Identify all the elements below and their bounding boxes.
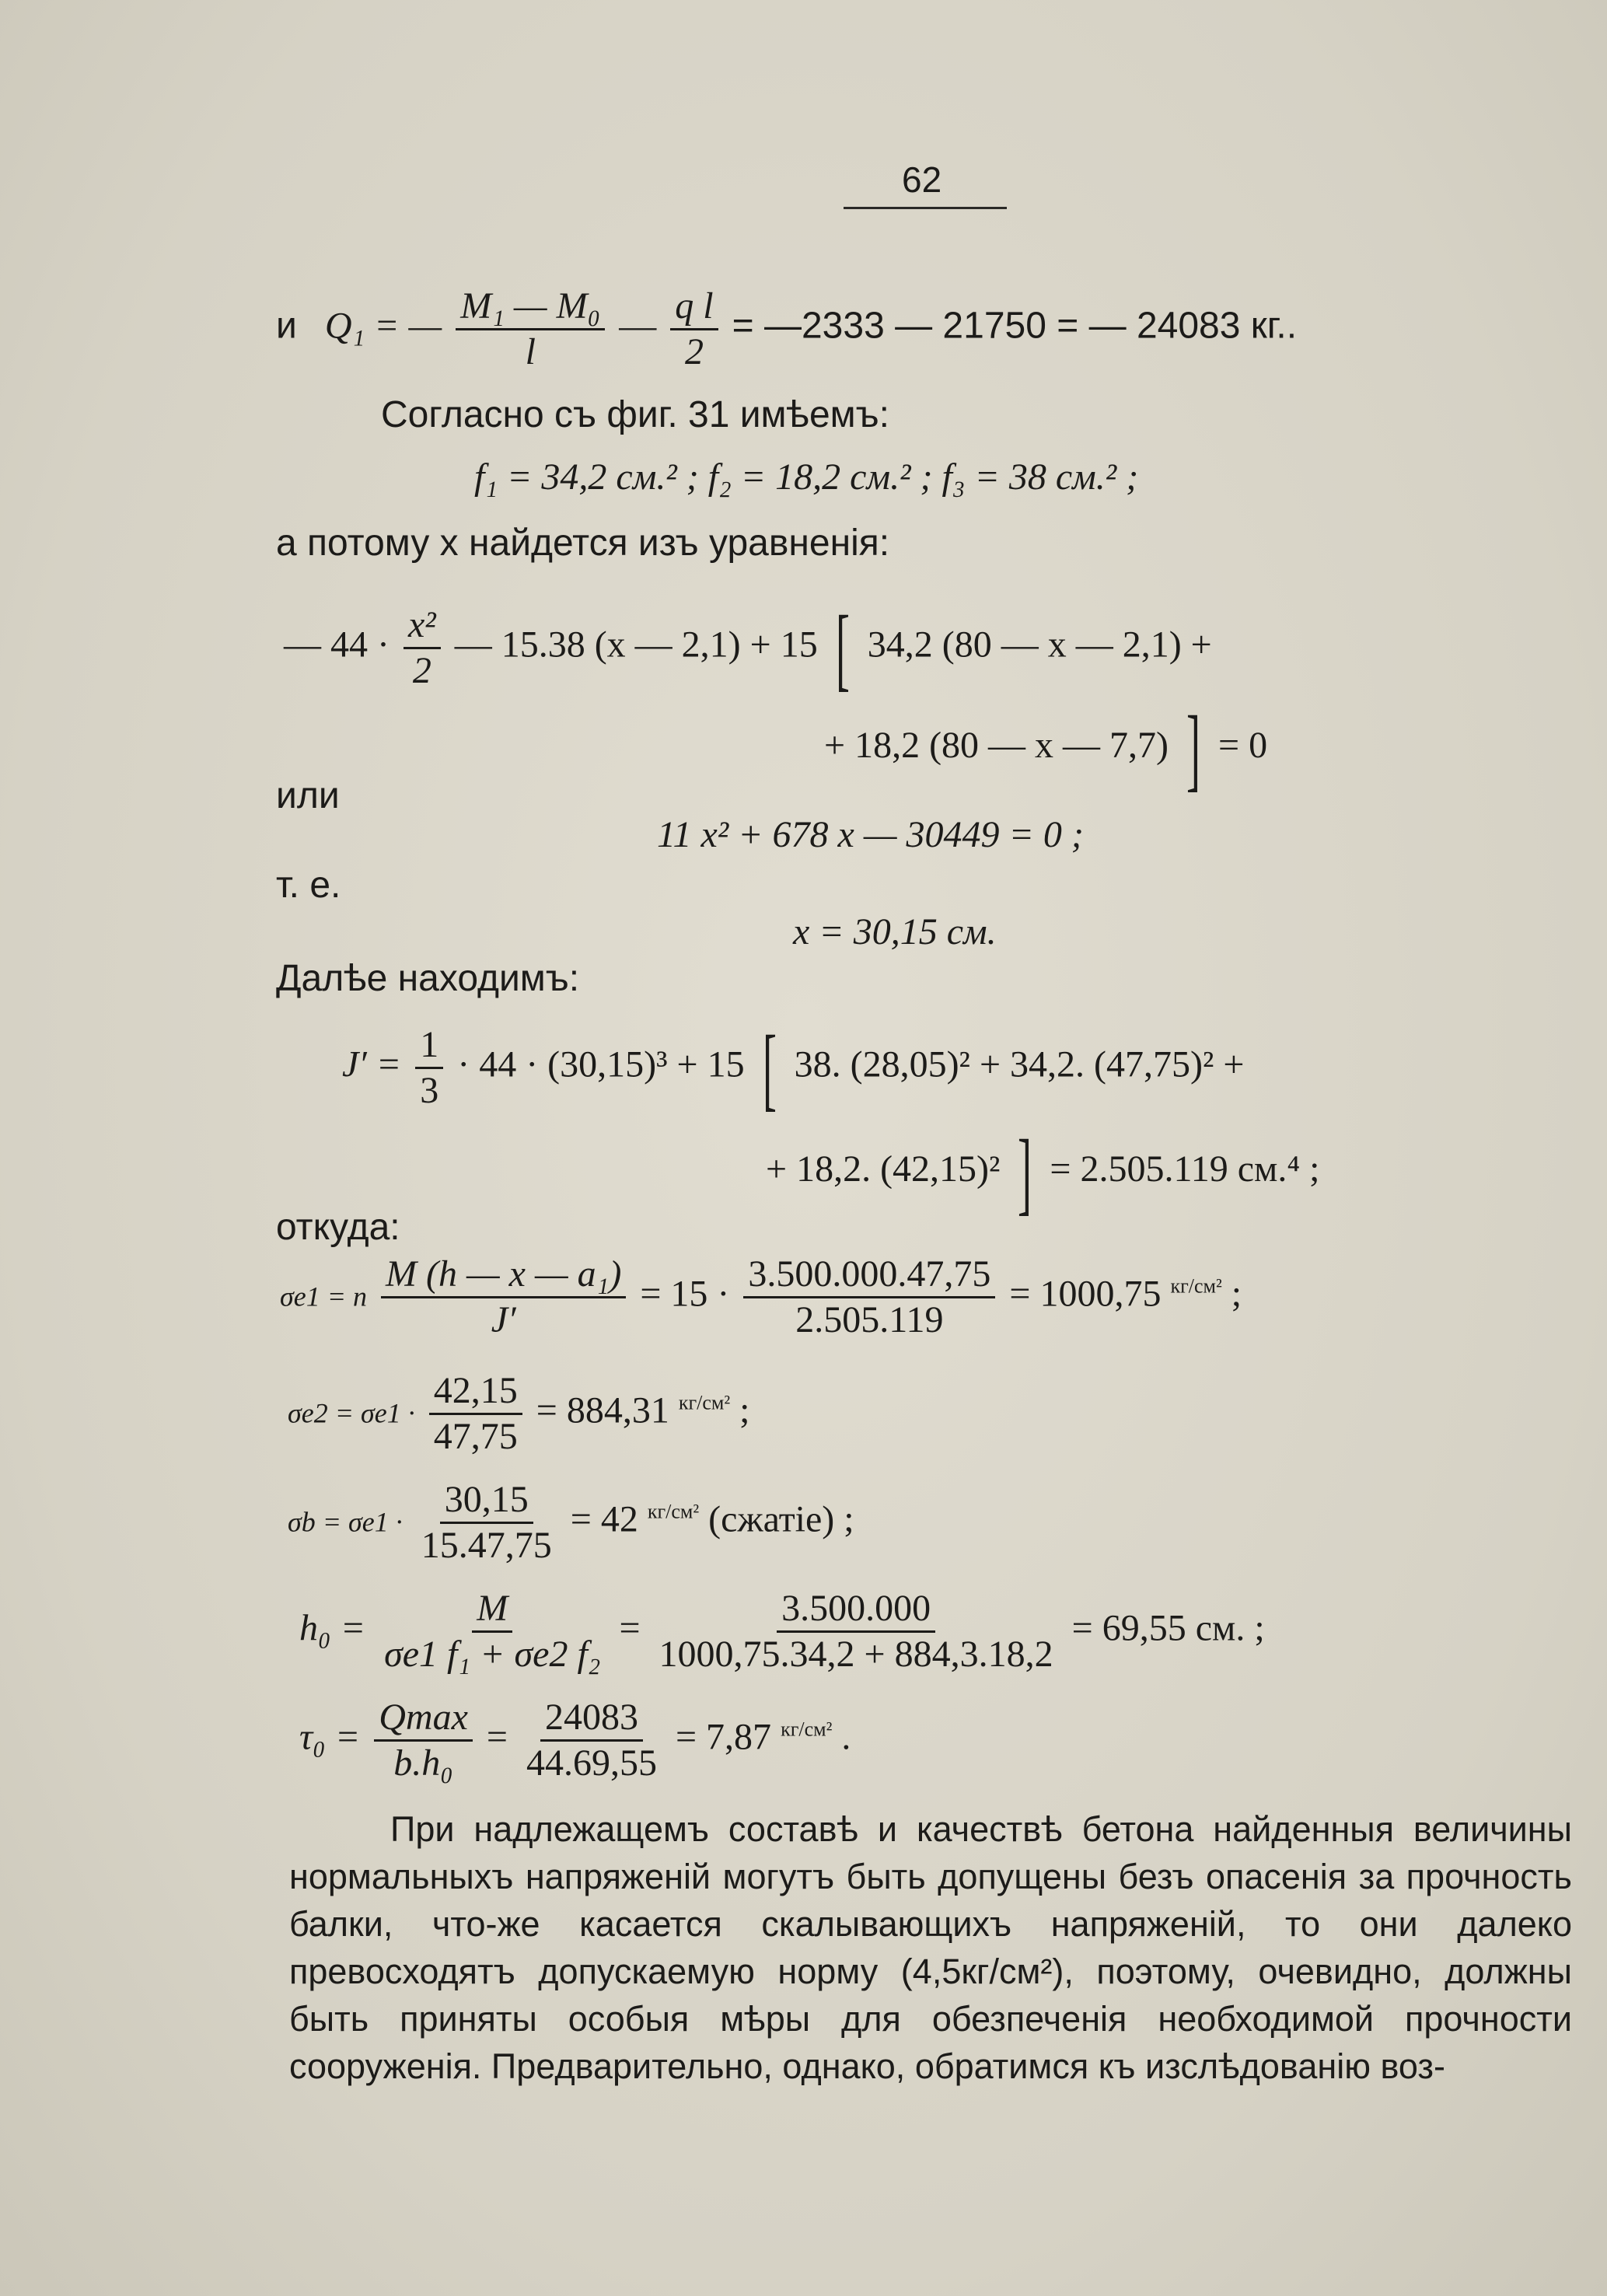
tau0-equation: τ₀ = $\frac{Qmax}{\text{b.h₀}}$ = $\frac{24083}{44.69,55}$ = 7,87 $^{кг/см^2}$ . — [299, 1697, 851, 1784]
equation-1-line-1: — 44 · $\frac{\text{x²}}{2}$ — 15.38 (x — 2,1) + 15 [ 34,2 (80 — x — 2,1) + — [284, 596, 1212, 700]
equation-q1: и Q₁ = — $\frac{\text{M₁ — M₀}}{l}$ — $\frac{\text{q l}}{2}$ = —2333 — 21750 = — 24083 кг.. — [276, 285, 1298, 372]
fraction: $\frac{\text{q l}}{2}$ — [670, 288, 718, 371]
fraction: $\frac{24083}{44.69,55}$ — [526, 1697, 657, 1784]
x-found-text: а потому x найдется изъ уравненія: — [276, 522, 890, 564]
fraction: $\frac{\text{M (h — x — a₁)}}{J'}$ — [381, 1256, 626, 1339]
page-number: 62 — [902, 159, 942, 200]
equation-1-line-2: + 18,2 (80 — x — 7,7) ] = 0 — [824, 697, 1268, 800]
x-value: x = 30,15 см. — [793, 911, 997, 952]
fraction: $\frac{M}{\text{σe1 f₁ + σe2 f₂}}$ — [384, 1588, 601, 1675]
inertia-line-2: + 18,2. (42,15)² ] = 2.505.119 см.⁴ ; — [766, 1120, 1320, 1224]
open-bracket: [ — [762, 1015, 777, 1120]
fraction: $\frac{3.500.000}{1000,75.34,2 + 884,3.18,2}$ — [659, 1588, 1053, 1675]
fraction: $\frac{1}{3}$ — [415, 1026, 443, 1110]
whence-text: откуда: — [276, 1207, 400, 1248]
sigma-e2-equation: σe2 = σe1 · $\frac{42,15}{47,75}$ = 884,31 $^{кг/см^2}$ ; — [288, 1370, 750, 1457]
closing-paragraph — [289, 1805, 1572, 2090]
open-bracket: [ — [835, 596, 850, 700]
h0-equation: h₀ = $\frac{M}{\text{σe1 f₁ + σe2 f₂}}$ = $\frac{3.500.000}{1000,75.34,2 + 884,3.18,2}$ = 69,55 см. ; — [299, 1588, 1265, 1675]
page-number-rule — [844, 207, 1007, 209]
fraction: $\frac{\text{x²}}{2}$ — [403, 606, 441, 690]
sigma-e1-equation: σe1 = n $\frac{\text{M (h — x — a₁)}}{J'}$ = 15 · $\frac{3.500.000.47,75}{2.505.119}$ = 1000,75 $^{кг/см^2}$ ; — [280, 1253, 1242, 1340]
fraction: $\frac{3.500.000.47,75}{2.505.119}$ — [743, 1256, 995, 1339]
sigma-b-equation: σb = σe1 · $\frac{30,15}{15.47,75}$ = 42 $^{кг/см^2}$ (сжатіе) ; — [288, 1479, 854, 1566]
fraction: $\frac{30,15}{15.47,75}$ — [421, 1479, 552, 1566]
areas-line: f₁ = 34,2 см.² ; f₂ = 18,2 см.² ; f₃ = 38 см.² ; — [474, 456, 1139, 498]
further-text: Далѣе находимъ: — [276, 958, 580, 999]
close-bracket: ] — [1018, 1120, 1032, 1224]
fig-reference-text: Согласно съ фиг. 31 имѣемъ: — [381, 394, 889, 435]
equation-2: 11 x² + 678 x — 30449 = 0 ; — [657, 814, 1084, 855]
fraction: $\frac{\text{M₁ — M₀}}{l}$ — [456, 288, 605, 371]
or-text: или — [276, 775, 340, 816]
inertia-line-1: J′ = $\frac{1}{3}$ · 44 · (30,15)³ + 15 [ 38. (28,05)² + 34,2. (47,75)² + — [342, 1015, 1245, 1120]
close-bracket: ] — [1186, 697, 1201, 800]
fraction: $\frac{Qmax}{\text{b.h₀}}$ — [374, 1699, 473, 1782]
closing-paragraph-text: При надлежащемъ составѣ и качествѣ бетона найденныя величины нормальныхъ напряженій могутъ быть допущены безъ опасенія за прочность балки, что-же касается скалывающихъ напряженій, то они далеко превосходятъ допускаемую норму (4,5кг/см²), поэтому, очевидно, должны быть приняты особыя мѣры для обезпеченія необходимой прочности сооруженія. Предварительно, однако, обратимся къ изслѣдованію воз- — [289, 1809, 1572, 2086]
fraction: $\frac{42,15}{47,75}$ — [429, 1372, 522, 1456]
ie-text: т. е. — [276, 865, 341, 906]
